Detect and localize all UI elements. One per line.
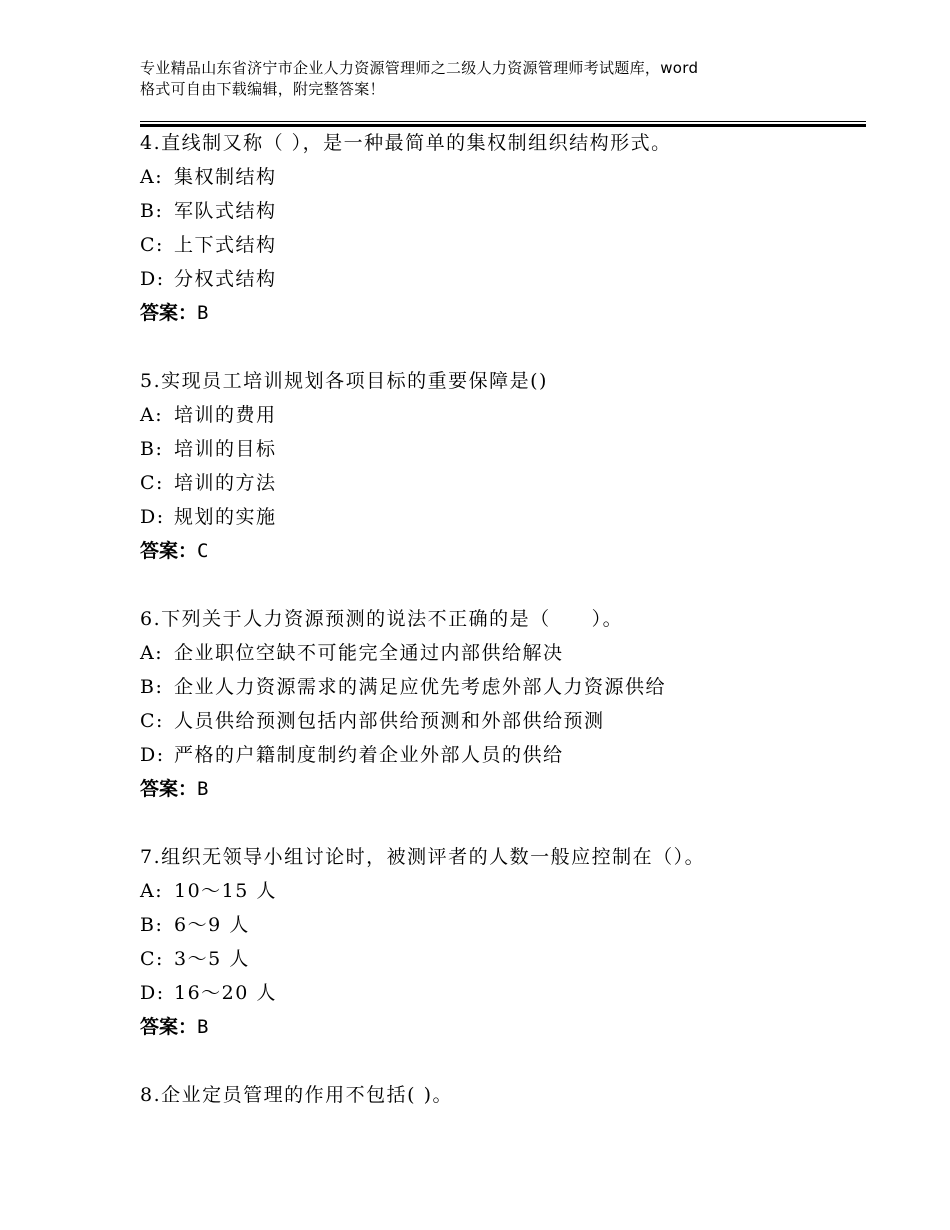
header-line-1: 专业精品山东省济宁市企业人力资源管理师之二级人力资源管理师考试题库，word [140, 59, 699, 77]
answer-value: B [197, 1016, 209, 1038]
option-label: C: [140, 710, 164, 732]
option-text: 严格的户籍制度制约着企业外部人员的供给 [174, 744, 564, 766]
option-text: 10～15 人 [174, 880, 277, 902]
question-block [140, 1078, 866, 1112]
question-text: 6.下列关于人力资源预测的说法不正确的是（ ）。 [140, 608, 624, 630]
answer-prefix: 答案： [140, 302, 198, 324]
option-text: 上下式结构 [174, 234, 277, 256]
question-text: 7.组织无领导小组讨论时，被测评者的人数一般应控制在（）。 [140, 846, 706, 868]
answer-prefix: 答案： [140, 778, 198, 800]
option-a [140, 160, 866, 194]
option-text: 规划的实施 [174, 506, 277, 528]
option-c [140, 466, 866, 500]
option-label: A: [140, 880, 164, 902]
option-text: 分权式结构 [174, 268, 277, 290]
option-label: B: [140, 438, 164, 460]
option-text: 6～9 人 [174, 914, 250, 936]
document-header [140, 58, 820, 100]
option-text: 3～5 人 [174, 948, 250, 970]
option-label: B: [140, 200, 164, 222]
option-label: A: [140, 166, 164, 188]
option-label: C: [140, 234, 164, 256]
option-text: 企业人力资源需求的满足应优先考虑外部人力资源供给 [174, 676, 667, 698]
question-block [140, 602, 866, 806]
option-label: D: [140, 982, 165, 1004]
option-c [140, 228, 866, 262]
question-text: 8.企业定员管理的作用不包括( )。 [140, 1084, 453, 1106]
option-text: 培训的方法 [174, 472, 277, 494]
option-label: C: [140, 472, 164, 494]
answer-line [140, 296, 866, 330]
answer-prefix: 答案： [140, 1016, 198, 1038]
answer-line [140, 534, 866, 568]
option-b [140, 432, 866, 466]
option-text: 16～20 人 [174, 982, 277, 1004]
option-d [140, 976, 866, 1010]
option-a [140, 874, 866, 908]
answer-value: B [197, 778, 209, 800]
answer-prefix: 答案： [140, 540, 198, 562]
header-line-2: 格式可自由下载编辑，附完整答案！ [140, 80, 385, 98]
option-text: 集权制结构 [174, 166, 277, 188]
header-rule-thin [140, 121, 866, 122]
question-list [140, 126, 866, 1146]
option-label: A: [140, 404, 164, 426]
answer-value: C [197, 540, 209, 562]
option-b [140, 670, 866, 704]
option-a [140, 636, 866, 670]
option-text: 军队式结构 [174, 200, 277, 222]
option-label: B: [140, 676, 164, 698]
question-block [140, 840, 866, 1044]
option-label: D: [140, 268, 165, 290]
option-c [140, 704, 866, 738]
option-label: C: [140, 948, 164, 970]
question-block [140, 126, 866, 330]
option-text: 培训的目标 [174, 438, 277, 460]
option-d [140, 262, 866, 296]
option-b [140, 194, 866, 228]
option-text: 人员供给预测包括内部供给预测和外部供给预测 [174, 710, 605, 732]
option-label: B: [140, 914, 164, 936]
option-text: 培训的费用 [174, 404, 277, 426]
question-text: 5.实现员工培训规划各项目标的重要保障是() [140, 370, 548, 392]
answer-value: B [197, 302, 209, 324]
option-b [140, 908, 866, 942]
option-a [140, 398, 866, 432]
answer-line [140, 772, 866, 806]
question-text: 4.直线制又称（ ），是一种最简单的集权制组织结构形式。 [140, 132, 672, 154]
option-d [140, 500, 866, 534]
option-d [140, 738, 866, 772]
option-label: D: [140, 744, 165, 766]
option-c [140, 942, 866, 976]
option-label: A: [140, 642, 164, 664]
answer-line [140, 1010, 866, 1044]
question-block [140, 364, 866, 568]
option-text: 企业职位空缺不可能完全通过内部供给解决 [174, 642, 564, 664]
option-label: D: [140, 506, 165, 528]
